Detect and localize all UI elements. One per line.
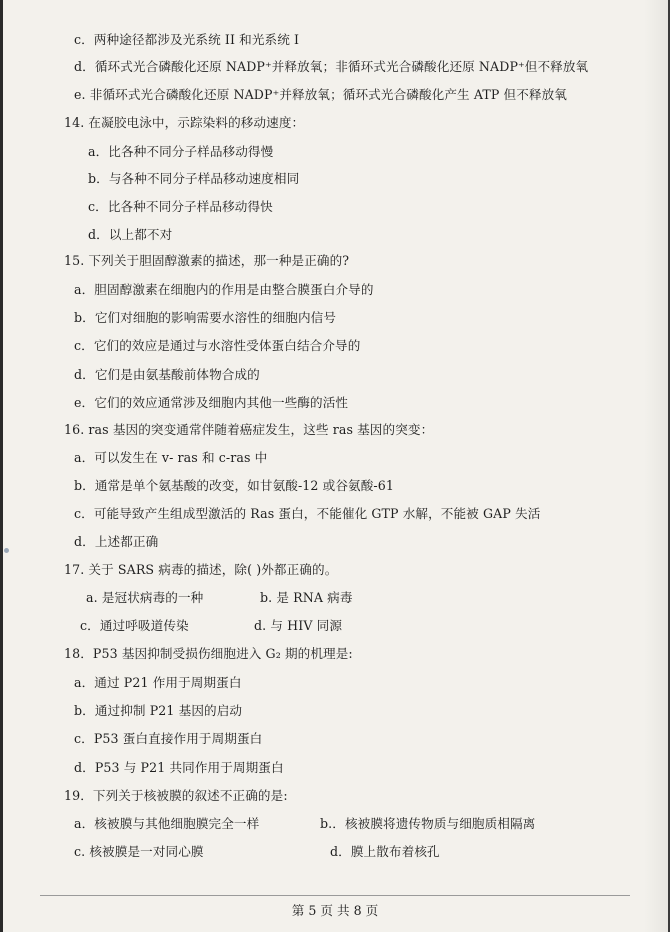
- q17-option-b: b. 是 RNA 病毒: [260, 590, 353, 605]
- q18-option-c: c．P53 蛋白直接作用于周期蛋白: [74, 731, 263, 746]
- q19-option-b: b.．核被膜将遗传物质与细胞质相隔离: [320, 816, 536, 831]
- q16-option-d: d．上述都正确: [74, 534, 159, 549]
- q17-option-d: d. 与 HIV 同源: [254, 618, 343, 633]
- q13-option-d: d．循环式光合磷酸化还原 NADP⁺并释放氧；非循环式光合磷酸化还原 NADP⁺但不释放氧: [74, 59, 589, 74]
- q18-option-b: b．通过抑制 P21 基因的启动: [74, 703, 243, 718]
- page-footer: 第 5 页 共 8 页: [291, 903, 379, 918]
- q18-stem: 18．P53 基因抑制受损伤细胞进入 G₂ 期的机理是:: [64, 646, 353, 661]
- q18-option-a: a．通过 P21 作用于周期蛋白: [74, 675, 242, 690]
- q14-option-a: a．比各种不同分子样品移动得慢: [88, 144, 274, 159]
- scan-speck: [4, 548, 9, 553]
- q15-stem: 15. 下列关于胆固醇激素的描述，那一种是正确的?: [64, 253, 350, 268]
- q15-option-b: b．它们对细胞的影响需要水溶性的细胞内信号: [74, 310, 337, 325]
- q19-option-d: d．膜上散布着核孔: [330, 844, 440, 859]
- footer-rule: [40, 895, 630, 896]
- q14-option-c: c．比各种不同分子样品移动得快: [88, 199, 273, 214]
- q15-option-e: e．它们的效应通常涉及细胞内其他一些酶的活性: [74, 395, 349, 410]
- q19-stem: 19．下列关于核被膜的叙述不正确的是:: [64, 788, 288, 803]
- q16-option-c: c．可能导致产生组成型激活的 Ras 蛋白，不能催化 GTP 水解，不能被 GAP 失活: [74, 506, 541, 521]
- q14-stem: 14. 在凝胶电泳中，示踪染料的移动速度：: [64, 115, 305, 130]
- q16-option-a: a．可以发生在 v- ras 和 c-ras 中: [74, 450, 268, 465]
- q15-option-c: c．它们的效应是通过与水溶性受体蛋白结合介导的: [74, 338, 361, 353]
- q14-option-b: b．与各种不同分子样品移动速度相同: [88, 171, 300, 186]
- q15-option-d: d．它们是由氨基酸前体物合成的: [74, 367, 260, 382]
- scan-edge-left: [0, 0, 3, 932]
- q14-option-d: d．以上都不对: [88, 227, 173, 242]
- q15-option-a: a．胆固醇激素在细胞内的作用是由整合膜蛋白介导的: [74, 282, 374, 297]
- q16-option-b: b．通常是单个氨基酸的改变，如甘氨酸-12 或谷氨酸-61: [74, 478, 394, 493]
- q13-option-c: c．两种途径都涉及光系统 II 和光系统 I: [74, 32, 300, 47]
- q17-option-c: c．通过呼吸道传染: [80, 618, 189, 633]
- q17-option-a: a. 是冠状病毒的一种: [86, 590, 204, 605]
- q17-stem: 17. 关于 SARS 病毒的描述，除( )外都正确的。: [64, 562, 338, 577]
- q16-stem: 16. ras 基因的突变通常伴随着癌症发生，这些 ras 基因的突变：: [64, 422, 434, 437]
- q13-option-e: e. 非循环式光合磷酸化还原 NADP⁺并释放氧；循环式光合磷酸化产生 ATP 但不释放氧: [74, 87, 567, 102]
- q18-option-d: d．P53 与 P21 共同作用于周期蛋白: [74, 760, 284, 775]
- scan-shadow-right: [644, 0, 670, 932]
- q19-option-c: c. 核被膜是一对同心膜: [74, 844, 204, 859]
- q19-option-a: a．核被膜与其他细胞膜完全一样: [74, 816, 260, 831]
